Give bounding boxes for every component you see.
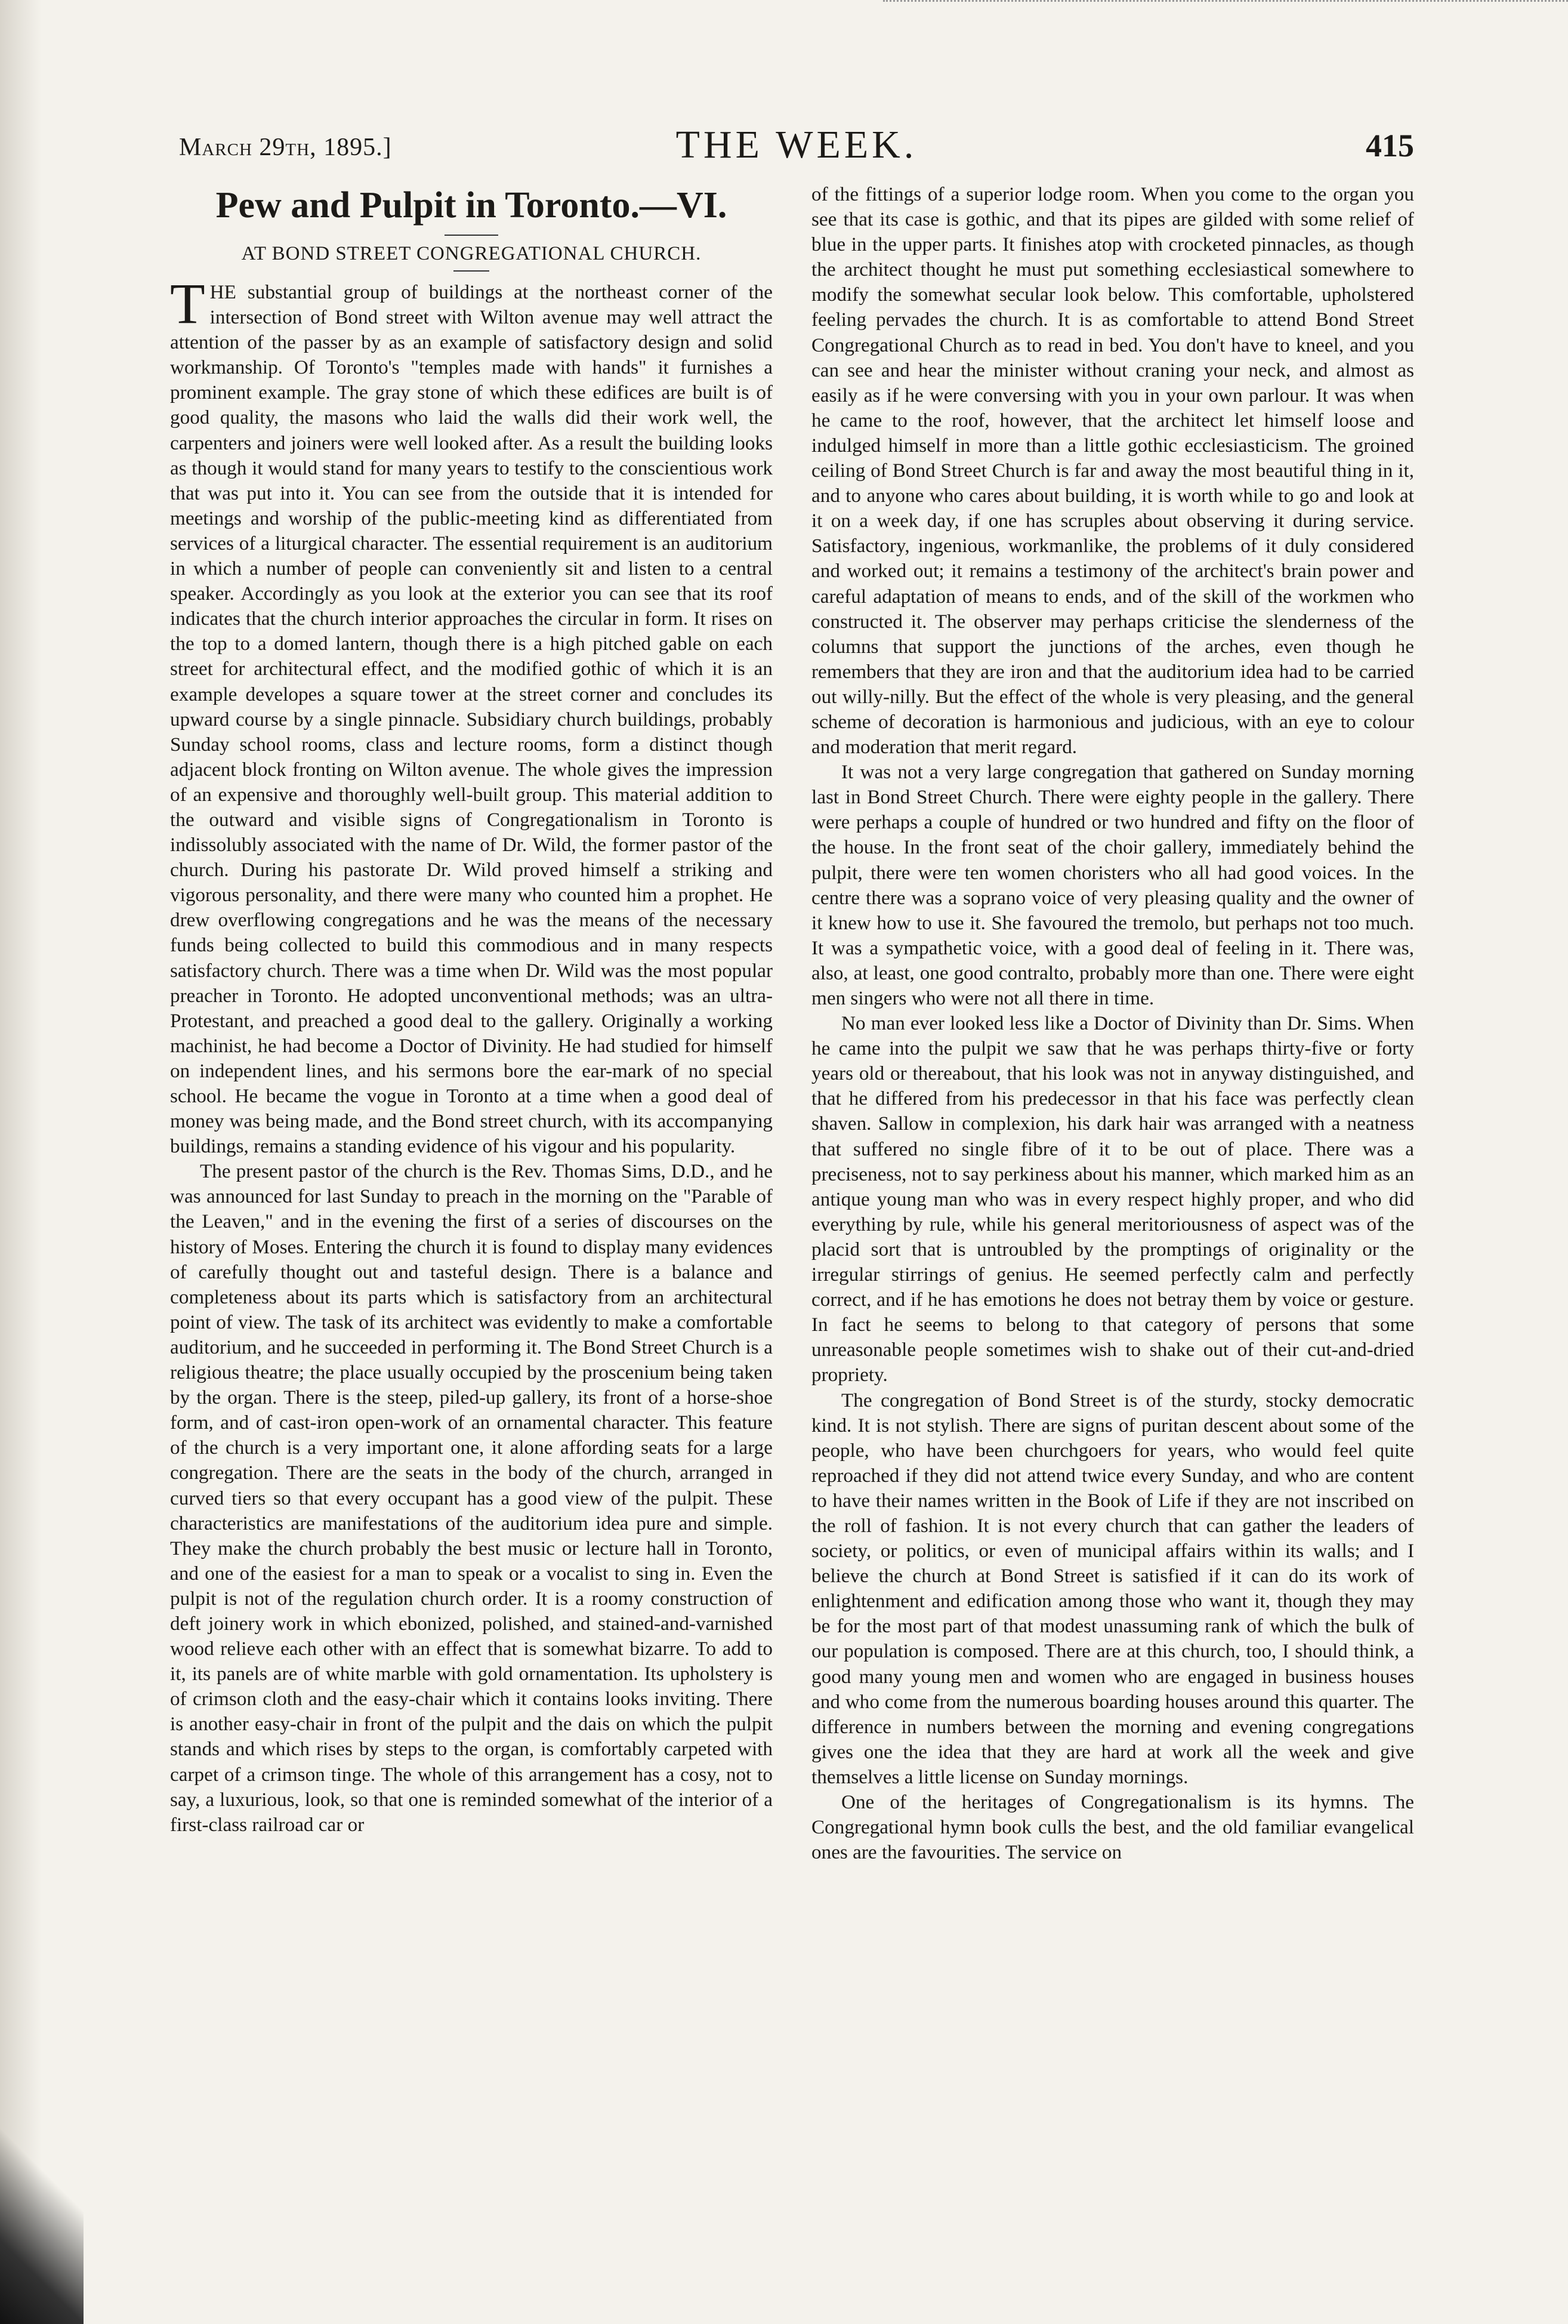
paragraph: [170, 272, 773, 1159]
paragraph: The congregation of Bond Street is of the sturdy, stocky democratic kind. It is not stylish. There are signs of puritan descent about some of the people, who have been churchgoers for years, who would feel quite reproached if they did not attend twice every Sunday, and who are content to have their names written in the Book of Life if they are not inscribed on the roll of fashion. It is not every church that can gather the leaders of society, or politics, or even of municipal affairs within its walls; and I believe the church at Bond Street is satisfied if it can do its work of enlightenment and edification among those who want it, though they may be for the most part of that modest unassuming rank of which the bulk of our population is composed. There are at this church, too, I should think, a good many young men and women who are engaged in business houses and who come from the numerous boarding houses around this quarter. The difference in numbers between the morning and evening congregations gives one the idea that they are hard at work all the week and give themselves a little license on Sunday mornings.: [811, 1389, 1414, 1788]
scan-shadow-left: [0, 0, 42, 2324]
paragraph: One of the heritages of Congregationalism is its hymns. The Congregational hymn book culls the best, and the old familiar evangelical ones are the favourities. The service on: [811, 1791, 1414, 1864]
text-column-right: [811, 182, 1414, 2283]
page-number: 415: [1366, 128, 1414, 164]
header-date: March 29th, 1895.]: [179, 134, 392, 161]
text-column-left: [170, 182, 773, 2283]
article-title: Pew and Pulpit in Toronto.—VI.: [215, 185, 727, 226]
paragraph: The present pastor of the church is the Rev. Thomas Sims, D.D., and he was announced for last Sunday to preach in the morning on the "Parable of the Leaven," and in the evening the first of a series of discourses on the history of Moses. Entering the church it is found to display many evidences of carefully thought out and tasteful design. There is a balance and completeness about its parts which is satisfactory from an architectural point of view. The task of its architect was evidently to make a comfortable auditorium, and he succeeded in performing it. The Bond Street Church is a religious theatre; the place usually occupied by the proscenium being taken by the organ. There is the steep, piled-up gallery, its front of a horse-shoe form, and of cast-iron open-work of an ornamental character. This feature of the church is a very important one, it alone affording seats for a large congregation. There are the seats in the body of the church, arranged in curved tiers so that every occupant has a good view of the pulpit. These characteristics are manifestations of the auditorium idea pure and simple. They make the church probably the best music or lecture hall in Toronto, and one of the easiest for a man to speak or a vocalist to sing in. Even the pulpit is not of the regulation church order. It is a roomy construction of deft joinery work in which ebonized, polished, and stained-and-varnished wood relieve each other with an effect that is somewhat bizarre. To add to it, its panels are of white marble with gold ornamentation. Its upholstery is of crimson cloth and the easy-chair which it contains looks inviting. There is another easy-chair in front of the pulpit and the dais on which the pulpit stands and which rises by steps to the organ, is comfortably carpeted with carpet of a crimson tinge. The whole of this arrangement has a cosy, not to say, a luxurious, look, so that one is reminded somewhat of the interior of a first-class railroad car or: [170, 1160, 773, 1836]
drop-cap: T: [170, 272, 205, 335]
title-rule: [445, 235, 498, 236]
page-edge-perforation: [883, 0, 1568, 7]
subtitle-rule: [453, 270, 489, 272]
running-header: [179, 122, 1414, 170]
paragraph: of the fittings of a superior lodge room. When you come to the organ you see that its case is gothic, and that its pipes are gilded with some relief of blue in the upper parts. It finishes atop with crocketed pinnacles, as though the architect thought he must put something ecclesiastical somewhere to modify the somewhat secular look below. This comfortable, upholstered feeling pervades the church. It is as comfortable to attend Bond Street Congregational Church as to read in bed. You don't have to kneel, and you can see and hear the minister without craning your neck, and almost as easily as if he were conversing with you in your own parlour. It was when he came to the roof, however, that the architect let himself loose and indulged himself in more than a little gothic ecclesiasticism. The groined ceiling of Bond Street Church is far and away the most beautiful thing in it, and to anyone who cares about building, it is worth while to go and look at it on a week day, if one has scruples about observing it during service. Satisfactory, ingenious, workmanlike, the problems of it duly considered and worked out; it remains a testimony of the architect's brain power and careful adaptation of means to ends, and of the skill of the workmen who constructed it. The observer may perhaps criticise the slenderness of the columns that support the junctions of the arches, even though he remembers that they are iron and that the auditorium idea had to be carried out willy-nilly. But the effect of the whole is very pleasing, and the general scheme of decoration is harmonious and judicious, with an eye to colour and moderation that merit regard.: [811, 183, 1414, 759]
publication-title: THE WEEK.: [675, 123, 918, 167]
paragraph: No man ever looked less like a Doctor of Divinity than Dr. Sims. When he came into the pulpit we saw that he was perhaps thirty-five or forty years old or thereabout, that his look was not in anyway distinguished, and that he differed from his predecessor in that his face was perfectly clean shaven. Sallow in complexion, his dark hair was arranged with a neatness that suffered no single fibre of it to be out of place. There was a preciseness, not to say perkiness about his manner, which marked him as an antique young man who was in every respect highly proper, and who did everything by rule, while his general meritoriousness of aspect was of the placid sort that is untroubled by the promptings of originality or the irregular stirrings of genius. He seemed perfectly calm and perfectly correct, and if he has emotions he does not betray them by voice or gesture. In fact he seems to belong to that category of persons that some unreasonable people sometimes wish to shake out of their cut-and-dried propriety.: [811, 1012, 1414, 1386]
scan-shadow-corner: [0, 2127, 84, 2324]
article-subtitle: AT BOND STREET CONGREGATIONAL CHURCH.: [241, 243, 702, 264]
paragraph-text: HE substantial group of buildings at the northeast corner of the intersection of Bond street with Wilton avenue may well attract the attention of the passer by as an example of satisfactory design and solid workmanship. Of Toronto's "temples made with hands" it furnishes a prominent example. The gray stone of which these edifices are built is of good quality, the masons who laid the walls did their work well, the carpenters and joiners were well looked after. As a result the building looks as though it would stand for many years to testify to the conscientious work that was put into it. You can see from the outside that it is intended for meetings and worship of the public-meeting kind as differentiated from services of a liturgical character. The essential requirement is an auditorium in which a number of people can conveniently sit and listen to a central speaker. Accordingly as you look at the exterior you can see that its roof indicates that the church interior approaches the circular in form. It rises on the top to a domed lantern, though there is a high pitched gable on each street for architectural effect, and the modified gothic of which it is an example developes a square tower at the street corner and concludes its upward course by a single pinnacle. Subsidiary church buildings, probably Sunday school rooms, class and lecture rooms, form a distinct though adjacent block fronting on Wilton avenue. The whole gives the impression of an expensive and thoroughly well-built group. This material addition to the outward and visible signs of Congregationalism in Toronto is indissolubly associated with the name of Dr. Wild, the former pastor of the church. During his pastorate Dr. Wild proved himself a striking and vigorous personality, and there were many who counted him a prophet. He drew overflowing congregations and he was the means of the necessary funds being collected to build this commodious and in many respects satisfactory church. There was a time when Dr. Wild was the most popular preacher in Toronto. He adopted unconventional methods; was an ultra-Protestant, and preached a good deal to the gallery. Originally a working machinist, he had become a Doctor of Divinity. He had studied for himself on independent lines, and his sermons bore the ear-mark of no special school. He became the vogue in Toronto at a time when a good deal of money was being made, and the Bond street church, with its accompanying buildings, remains a standing evidence of his vigour and his popularity.: [170, 281, 773, 1158]
paragraph: It was not a very large congregation that gathered on Sunday morning last in Bond Street Church. There were eighty people in the gallery. There were perhaps a couple of hundred or two hundred and fifty on the floor of the house. In the front seat of the choir gallery, immediately behind the pulpit, there were ten women choristers who all had good voices. In the centre there was a soprano voice of very pleasing quality and the owner of it knew how to use it. She favoured the tremolo, but perhaps not too much. It was a sympathetic voice, with a good deal of feeling in it. There was, also, at least, one good contralto, probably more than one. There were eight men singers who were not all there in time.: [811, 761, 1414, 1009]
